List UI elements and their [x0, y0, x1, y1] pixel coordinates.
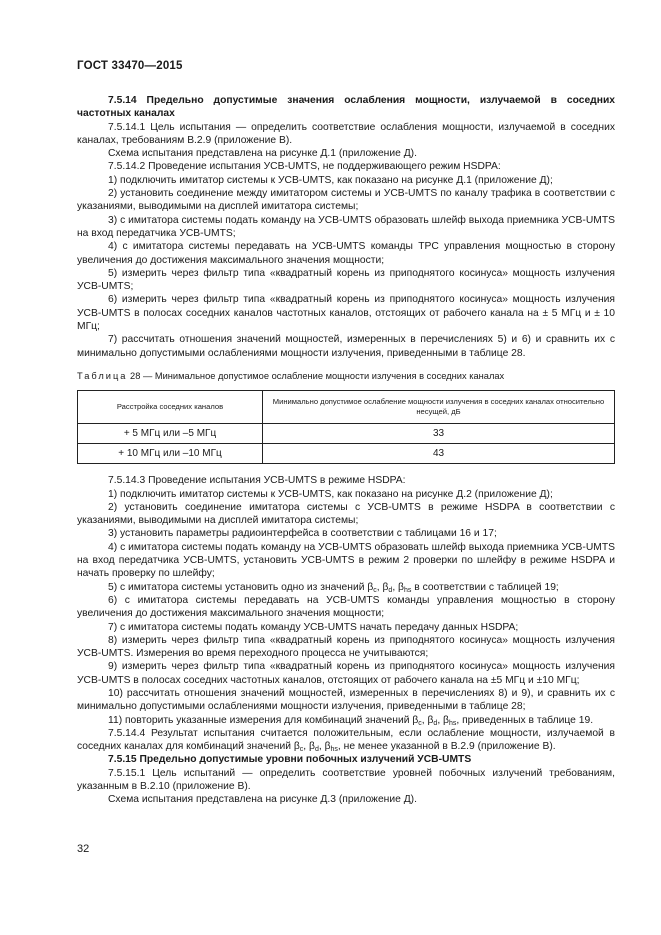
table-cell-value: 33 — [263, 424, 615, 444]
table-header-detuning: Расстройка соседних каналов — [78, 391, 263, 424]
list-item: 2) установить соединение имитатора системы с УСВ-UMTS в режиме HSDPA в соответствии с указаниями, выводимыми на дисплей имитатора системы; — [77, 501, 615, 527]
paragraph-test-result: 7.5.14.4 Результат испытания считается положительным, если ослабление мощности, излучаемой в соседних каналах для комбинаций значений $\beta_c$, $\beta_d$, $\beta_{hs}$, не менее указанной в В.2.9 (приложение В). — [77, 727, 615, 754]
list-item: 5) измерить через фильтр типа «квадратный корень из приподнятого косинуса» мощность излучения УСВ-UMTS; — [77, 267, 615, 293]
list-item: 9) измерить через фильтр типа «квадратный корень из приподнятого косинуса» мощность излучения УСВ-UMTS в полосах соседних частотных каналов, отстоящих от рабочего канала на ±5 МГц и ±10 МГц; — [77, 661, 615, 686]
table-cell-value: 43 — [263, 444, 615, 464]
paragraph: 7.5.15.1 Цель испытаний — определить соответствие уровней побочных излучений требованиям, указанным в В.2.10 (приложение В). — [77, 767, 615, 793]
list-item: 7) рассчитать отношения значений мощностей, измеренных в перечислениях 5) и 6) и сравнить их с минимально допустимыми ослаблениями мощности излучения, приведенными в таблице 28. — [77, 334, 615, 359]
list-item: 3) установить параметры радиоинтерфейса в соответствии с таблицами 16 и 17; — [108, 528, 497, 540]
list-item: 8) измерить через фильтр типа «квадратный корень из приподнятого косинуса» мощность излучения УСВ-UMTS. Измерения во время переходного процесса не учитываются; — [77, 634, 615, 660]
list-item: 6) измерить через фильтр типа «квадратный корень из приподнятого косинуса» мощность излучения УСВ-UMTS в полосах соседних каналов частотных каналов, отстоящих от рабочего канала на ± 5 МГц и ± 10 МГц; — [77, 294, 615, 333]
list-item-beta-repeat: 11) повторить указанные измерения для комбинаций значений $\beta_c$, $\beta_d$, $\beta_{hs}$, приведенных в таблице 19. — [108, 714, 594, 727]
list-item: 1) подключить имитатор системы к УСВ-UMTS, как показано на рисунке Д.1 (приложение Д); — [108, 174, 553, 186]
list-item: 4) с имитатора системы подать команду на УСВ-UMTS образовать шлейф выхода приемника УСВ-UMTS на вход передатчика УСВ-UMTS, установить УСВ-UMTS в режим 2 проверки по шлейфу в режиме HSDPA и начать проверку по шлейфу; — [77, 541, 615, 580]
list-item: 3) с имитатора системы подать команду на УСВ-UMTS образовать шлейф выхода приемника УСВ-UMTS на вход передатчика УСВ-UMTS; — [77, 214, 615, 239]
table-row — [78, 444, 615, 464]
paragraph: 7.5.14.2 Проведение испытания УСВ-UMTS, не поддерживающего режим HSDPA: — [108, 161, 501, 173]
table-caption-text: 28 — Минимальное допустимое ослабление мощности излучения в соседних каналах — [127, 370, 505, 381]
table-header-attenuation: Минимально допустимое ослабление мощности излучения в соседних каналах относительно несущей, дБ — [263, 391, 615, 424]
table-cell-detuning: + 10 МГц или –10 МГц — [78, 444, 263, 464]
section-heading-7-5-15: 7.5.15 Предельно допустимые уровни побочных излучений УСВ-UMTS — [108, 754, 472, 766]
document-header: ГОСТ 33470—2015 — [77, 60, 183, 72]
list-item: 2) установить соединение между имитатором системы и УСВ-UMTS по каналу трафика в соответствии с указаниями, выводимыми на дисплей имитатора системы; — [77, 188, 615, 213]
paragraph: Схема испытания представлена на рисунке Д.3 (приложение Д). — [108, 794, 417, 806]
list-item: 4) с имитатора системы передавать на УСВ-UMTS команды TPC управления мощностью в сторону увеличения до достижения максимального значения мощности; — [77, 241, 615, 266]
section-heading-7-5-14: 7.5.14 Предельно допустимые значения ослабления мощности, излучаемой в соседних частотных каналах — [77, 95, 615, 120]
paragraph: 7.5.14.1 Цель испытания — определить соответствие ослабления мощности, излучаемой в соседних каналах, требованиям В.2.9 (приложение В). — [77, 121, 615, 146]
paragraph: Схема испытания представлена на рисунке Д.1 (приложение Д). — [108, 148, 417, 160]
table-caption — [77, 370, 615, 383]
table-header-row — [78, 391, 615, 424]
list-item: 6) с имитатора системы передавать на УСВ-UMTS команды управления мощностью в сторону увеличения до достижения максимального значения мощности; — [77, 594, 615, 620]
list-item-beta-values: 5) с имитатора системы установить одно из значений $\beta_c$, $\beta_d$, $\beta_{hs}$ в соответствии с таблицей 19; — [108, 581, 559, 594]
paragraph: 7.5.14.3 Проведение испытания УСВ-UMTS в режиме HSDPA: — [108, 475, 406, 487]
list-item: 10) рассчитать отношения значений мощностей, измеренных в перечислениях 8) и 9), и сравнить их с минимально допустимыми ослаблениями мощности излучения, приведенными в таблице 28; — [77, 687, 615, 713]
document-body — [77, 94, 615, 807]
table-cell-detuning: + 5 МГц или –5 МГц — [78, 424, 263, 444]
list-item: 1) подключить имитатор системы к УСВ-UMTS, как показано на рисунке Д.2 (приложение Д); — [108, 488, 553, 500]
table-row — [78, 424, 615, 444]
attenuation-table — [77, 390, 615, 464]
table-caption-prefix: Таблица — [77, 370, 128, 381]
list-item: 7) с имитатора системы подать команду УСВ-UMTS начать передачу данных HSDPA; — [108, 621, 519, 633]
page-number: 32 — [77, 843, 90, 855]
